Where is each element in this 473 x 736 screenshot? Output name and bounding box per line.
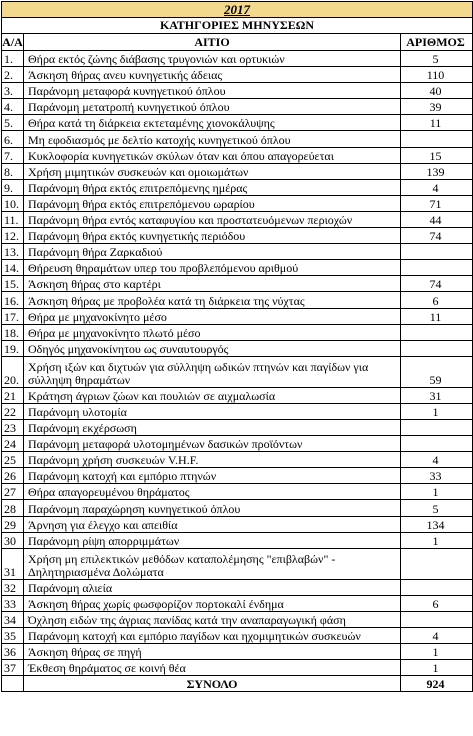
row-cause: Παράνομη αλιεία <box>24 580 401 595</box>
row-number: 1. <box>2 51 24 66</box>
row-count <box>401 131 470 146</box>
row-cause: Χρήση ιξών και διχτυών για σύλληψη ωδικών πτηνών και παγίδων για σύλληψη θηραμάτων <box>24 357 401 387</box>
row-number: 37 <box>2 660 24 675</box>
row-number: 25 <box>2 452 24 467</box>
table-row <box>2 99 472 115</box>
row-number: 5. <box>2 115 24 130</box>
header-cause: ΑΙΤΙΟ <box>24 34 401 50</box>
row-cause: Παράνομη θήρα Ζαρκαδιού <box>24 244 401 259</box>
total-value: 924 <box>426 677 445 692</box>
row-count: 59 <box>429 372 442 387</box>
row-count <box>401 260 470 275</box>
table-row <box>2 420 472 436</box>
row-count: 71 <box>429 196 442 211</box>
row-count: 1 <box>432 533 439 548</box>
table-row <box>2 612 472 628</box>
row-count: 39 <box>429 100 442 115</box>
table-row <box>2 580 472 596</box>
row-count: 74 <box>429 277 442 292</box>
row-number: 29 <box>2 517 24 532</box>
table-row <box>2 212 472 228</box>
row-number: 8. <box>2 164 24 179</box>
row-cause: Θήρα απαγορευμένου θηράματος <box>24 484 401 499</box>
table-row <box>2 325 472 341</box>
table-row <box>2 436 472 452</box>
row-cause: Παράνομη θήρα εκτός επιτρεπόμενου ωραρίου <box>24 196 401 211</box>
table-row <box>2 341 472 357</box>
table-row <box>2 404 472 420</box>
row-number: 2. <box>2 67 24 82</box>
table-row <box>2 596 472 612</box>
row-number: 11. <box>2 212 24 227</box>
row-number: 15. <box>2 276 24 291</box>
table-row <box>2 260 472 276</box>
row-cause: Κράτηση άγριων ζώων και πουλιών σε αιχμαλωσία <box>24 388 401 403</box>
row-number: 22 <box>2 404 24 419</box>
row-count: 139 <box>426 164 445 179</box>
row-count <box>401 436 470 451</box>
row-number: 18. <box>2 325 24 340</box>
row-number: 32 <box>2 580 24 595</box>
row-number: 21 <box>2 388 24 403</box>
row-count <box>401 549 470 579</box>
table-row <box>2 83 472 99</box>
table-row <box>2 164 472 180</box>
row-count <box>401 244 470 259</box>
row-cause: Παράνομη κατοχή και εμπόριο παγίδων και ηχομιμητικών συσκευών <box>24 628 401 643</box>
table-row <box>2 660 472 676</box>
year-banner <box>2 2 472 18</box>
row-cause: Παράνομη θήρα εκτός κυνηγετικής περιόδου <box>24 228 401 243</box>
row-number: 36 <box>2 644 24 659</box>
row-count <box>401 341 470 356</box>
row-number: 16. <box>2 292 24 307</box>
table-row <box>2 388 472 404</box>
row-count: 11 <box>429 116 442 131</box>
table-row <box>2 180 472 196</box>
row-number: 12. <box>2 228 24 243</box>
table-row <box>2 115 472 131</box>
row-number: 10. <box>2 196 24 211</box>
row-cause: Θήρα κατά τη διάρκεια εκτεταμένης χιονοκάλυψης <box>24 115 401 130</box>
row-cause: Όχληση ειδών της άγριας πανίδας κατά την αναπαραγωγική φάση <box>24 612 401 627</box>
row-count: 5 <box>432 501 439 516</box>
row-count: 110 <box>426 68 445 83</box>
header-count: ΑΡΙΘΜΟΣ <box>406 34 465 49</box>
row-number: 35 <box>2 628 24 643</box>
row-cause: Θήρα με μηχανοκίνητο μέσο <box>24 309 401 324</box>
table-row <box>2 309 472 325</box>
row-cause: Άρνηση για έλεγχο και απειθία <box>24 517 401 532</box>
row-cause: Παράνομη ρίψη απορριμμάτων <box>24 533 401 548</box>
row-count: 1 <box>432 645 439 660</box>
total-row <box>2 676 472 692</box>
table-row <box>2 484 472 500</box>
table-row <box>2 51 472 67</box>
row-count: 134 <box>426 517 445 532</box>
row-number: 34 <box>2 612 24 627</box>
row-count: 1 <box>432 661 439 676</box>
row-count: 5 <box>432 52 439 67</box>
row-number: 14. <box>2 260 24 275</box>
total-num <box>2 676 24 691</box>
row-cause: Παράνομη θήρα εκτός επιτρεπόμενης ημέρας <box>24 180 401 195</box>
row-number: 6. <box>2 131 24 146</box>
row-number: 19. <box>2 341 24 356</box>
row-number: 24 <box>2 436 24 451</box>
row-count: 15 <box>429 148 442 163</box>
row-cause: Παράνομη κατοχή και εμπόριο πτηνών <box>24 468 401 483</box>
row-number: 33 <box>2 596 24 611</box>
header-num: Α/Α <box>2 34 23 49</box>
header-row <box>2 34 472 51</box>
row-count: 31 <box>429 388 442 403</box>
row-count: 4 <box>432 453 439 468</box>
year-label: 2017 <box>224 1 250 17</box>
row-number: 20. <box>2 357 24 387</box>
row-number: 23 <box>2 420 24 435</box>
table-title-row <box>2 18 472 34</box>
row-count: 1 <box>432 404 439 419</box>
table-row <box>2 196 472 212</box>
row-number: 3. <box>2 83 24 98</box>
row-cause: Άσκηση θήρας χωρίς φωσφορίζον πορτοκαλί ένδημα <box>24 596 401 611</box>
row-number: 7. <box>2 148 24 163</box>
row-number: 26 <box>2 468 24 483</box>
row-count: 40 <box>429 84 442 99</box>
table-body <box>2 51 472 676</box>
table-row <box>2 131 472 147</box>
row-number: 4. <box>2 99 24 114</box>
row-cause: Παράνομη παραχώρηση κυνηγετικού όπλου <box>24 500 401 515</box>
table-row <box>2 228 472 244</box>
row-cause: Άσκηση θήρας σε πηγή <box>24 644 401 659</box>
row-count: 1 <box>432 485 439 500</box>
table-row <box>2 533 472 549</box>
row-cause: Παράνομη θήρα εντός καταφυγίου και προστατευόμενων περιοχών <box>24 212 401 227</box>
table-row <box>2 549 472 580</box>
row-cause: Χρήση μιμητικών συσκευών και ομοιωμάτων <box>24 164 401 179</box>
table-row <box>2 452 472 468</box>
row-cause: Παράνομη μετατροπή κυνηγετικού όπλου <box>24 99 401 114</box>
total-label: ΣΥΝΟΛΟ <box>24 676 401 691</box>
row-cause: Κυκλοφορία κυνηγετικών σκύλων όταν και όπου απαγορεύεται <box>24 148 401 163</box>
table-row <box>2 517 472 533</box>
row-count: 44 <box>429 213 442 228</box>
row-count: 74 <box>429 229 442 244</box>
row-cause: Θήρα εκτός ζώνης διάβασης τρυγονιών και ορτυκιών <box>24 51 401 66</box>
row-cause: Άσκηση θήρας στο καρτέρι <box>24 276 401 291</box>
row-cause: Χρήση μη επιλεκτικών μεθόδων καταπολέμησης "επιβλαβών" - Δηλητηριασμένα Δολώματα <box>24 549 401 579</box>
row-count: 4 <box>432 629 439 644</box>
row-number: 31 <box>2 549 24 579</box>
table-row <box>2 67 472 83</box>
row-count <box>401 612 470 627</box>
row-number: 28 <box>2 500 24 515</box>
table-row <box>2 468 472 484</box>
row-cause: Οδηγός μηχανοκίνητου ως συναυτουργός <box>24 341 401 356</box>
table-row <box>2 276 472 292</box>
row-cause: Παράνομη μεταφορά κυνηγετικού όπλου <box>24 83 401 98</box>
table-row <box>2 292 472 308</box>
row-count <box>401 420 470 435</box>
row-cause: Άσκηση θήρας ανευ κυνηγετικής άδειας <box>24 67 401 82</box>
row-cause: Έκθεση θηράματος σε κοινή θέα <box>24 660 401 675</box>
row-count: 33 <box>429 469 442 484</box>
table-row <box>2 628 472 644</box>
row-count <box>401 580 470 595</box>
row-cause: Παράνομη υλοτομία <box>24 404 401 419</box>
table-row <box>2 244 472 260</box>
table-row <box>2 357 472 388</box>
row-number: 27 <box>2 484 24 499</box>
table-row <box>2 500 472 516</box>
table-row <box>2 148 472 164</box>
row-cause: Θήρα με μηχανοκίνητο πλωτό μέσο <box>24 325 401 340</box>
row-cause: Άσκηση θήρας με προβολέα κατά τη διάρκεια της νύχτας <box>24 292 401 307</box>
row-cause: Παράνομη μεταφορά υλοτομημένων δασικών προϊόντων <box>24 436 401 451</box>
row-count: 6 <box>432 596 439 611</box>
complaints-table <box>1 1 473 692</box>
row-cause: Θήρευση θηραμάτων υπερ του προβλεπόμενου αριθμού <box>24 260 401 275</box>
row-number: 13. <box>2 244 24 259</box>
table-title: ΚΑΤΗΓΟΡΙΕΣ ΜΗΝΥΣΕΩΝ <box>159 18 315 32</box>
row-cause: Παράνομη χρήση συσκευών V.H.F. <box>24 452 401 467</box>
table-row <box>2 644 472 660</box>
row-cause: Παράνομη εκχέρσωση <box>24 420 401 435</box>
row-number: 30 <box>2 533 24 548</box>
row-number: 17. <box>2 309 24 324</box>
row-count: 6 <box>432 293 439 308</box>
row-cause: Μη εφοδιασμός με δελτίο κατοχής κυνηγετικού όπλου <box>24 131 401 146</box>
row-number: 9. <box>2 180 24 195</box>
row-count: 4 <box>432 180 439 195</box>
row-count <box>401 325 470 340</box>
row-count: 11 <box>429 309 442 324</box>
